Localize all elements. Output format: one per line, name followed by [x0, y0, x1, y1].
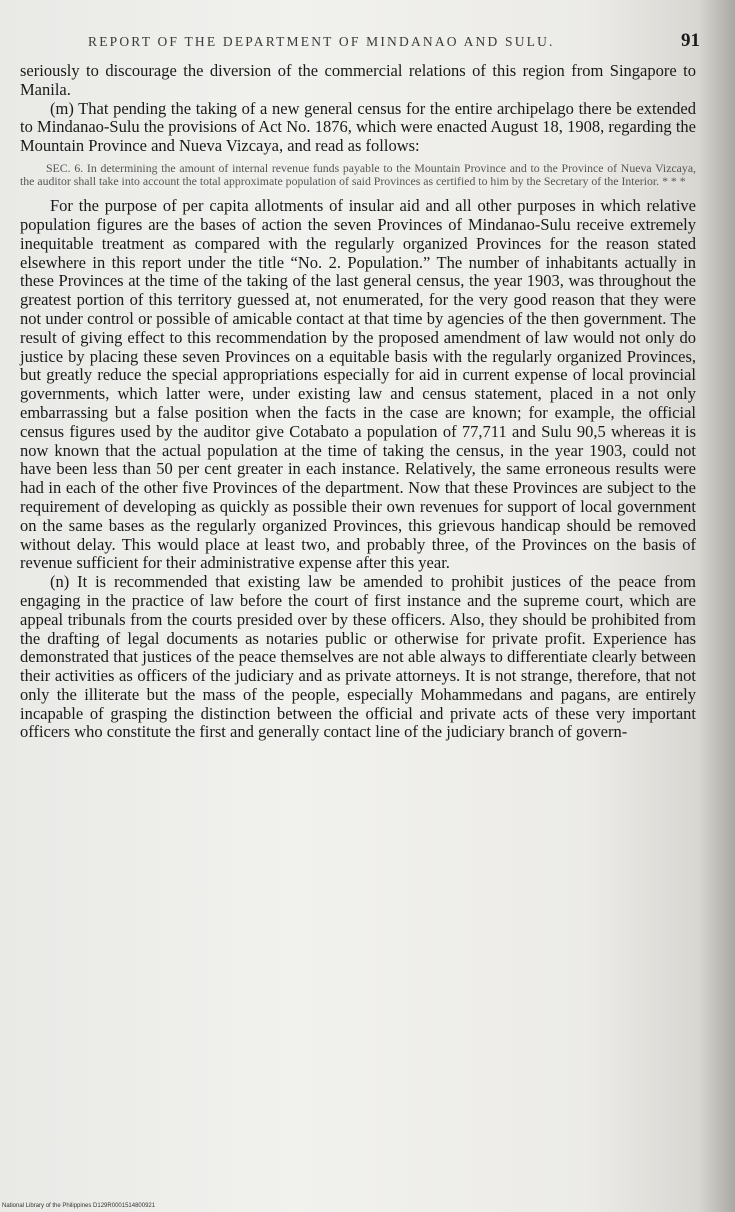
paragraph-population: For the purpose of per capita allotments of insular aid and all other purposes in which relative population figures are the bases of action the seven Provinces of Mindanao-Sulu receive extremely inequitable treatment as compared with the regularly organized Provinces for the reason stated elsewhere in this report under the title “No. 2. Population.” The number of inhabitants actually in these Provinces at the time of the taking of the last general census, the year 1903, was throughout the greatest portion of this territory guessed at, not enumerated, for the very good reason that they were not under control or possible of amicable contact at that time by agencies of the then government. The result of giving effect to this recommendation by the proposed amendment of law would not only do justice by placing these seven Provinces on a equitable basis with the regularly organized Provinces, but greatly reduce the special appropriations especially for aid in current expense of local provincial governments, which latter were, under existing law and census statement, placed in a not only embarrassing but a false position when the facts in the case are known; for example, the official census figures used by the auditor give Cotabato a population of 77,711 and Sulu 90,5 whereas it is now known that the actual population at the time of taking the census, in the year 1903, could not have been less than 50 per cent greater in each instance. Relatively, the same erroneous results were had in each of the other five Provinces of the department. Now that these Provinces are subject to the requirement of developing as quickly as possible their own revenues for support of local government on the same bases as the regularly organized Provinces, this grievous handicap should be removed without delay. This would place at least two, and probably three, of the Provinces on the basis of revenue sufficient for their administrative expense after this year. — [20, 196, 696, 573]
paragraph-recommendation-n: (n) It is recommended that existing law be amended to prohibit justices of the peace from engaging in the practice of law before the court of first instance and the supreme court, which are appeal tribunals from the courts presided over by these officers. Also, they should be prohibited from the drafting of legal documents as notaries public or otherwise for private profit. Experience has demonstrated that justices of the peace themselves are not able always to differentiate clearly between their activities as officers of the judiciary and as private attorneys. It is not strange, therefore, that not only the illiterate but the mass of the people, especially Mohammedans and pagans, are entirely incapable of grasping the distinction between the official and private acts of these very important officers who constitute the first and generally contact line of the judiciary branch of govern- — [20, 572, 696, 742]
quoted-statute: SEC. 6. In determining the amount of internal revenue funds payable to the Mountain Province and to the Province of Nueva Vizcaya, the auditor shall take into account the total approximate population of said Provinces as certified to him by the Secretary of the Interior. * * * — [20, 160, 696, 188]
page-header — [88, 30, 700, 52]
running-head: REPORT OF THE DEPARTMENT OF MINDANAO AND SULU. — [88, 34, 555, 49]
library-footer: National Library of the Philippines D129R0001514800921 — [2, 1203, 156, 1209]
body-text — [20, 62, 696, 742]
page-number: 91 — [681, 30, 700, 51]
paragraph-continuation: seriously to discourage the diversion of the commercial relations of this region from Singapore to Manila. — [20, 61, 696, 99]
paragraph-recommendation-m: (m) That pending the taking of a new general census for the entire archipelago there be extended to Mindanao-Sulu the provisions of Act No. 1876, which were enacted August 18, 1908, regarding the Mountain Province and Nueva Vizcaya, and read as follows: — [20, 98, 696, 156]
